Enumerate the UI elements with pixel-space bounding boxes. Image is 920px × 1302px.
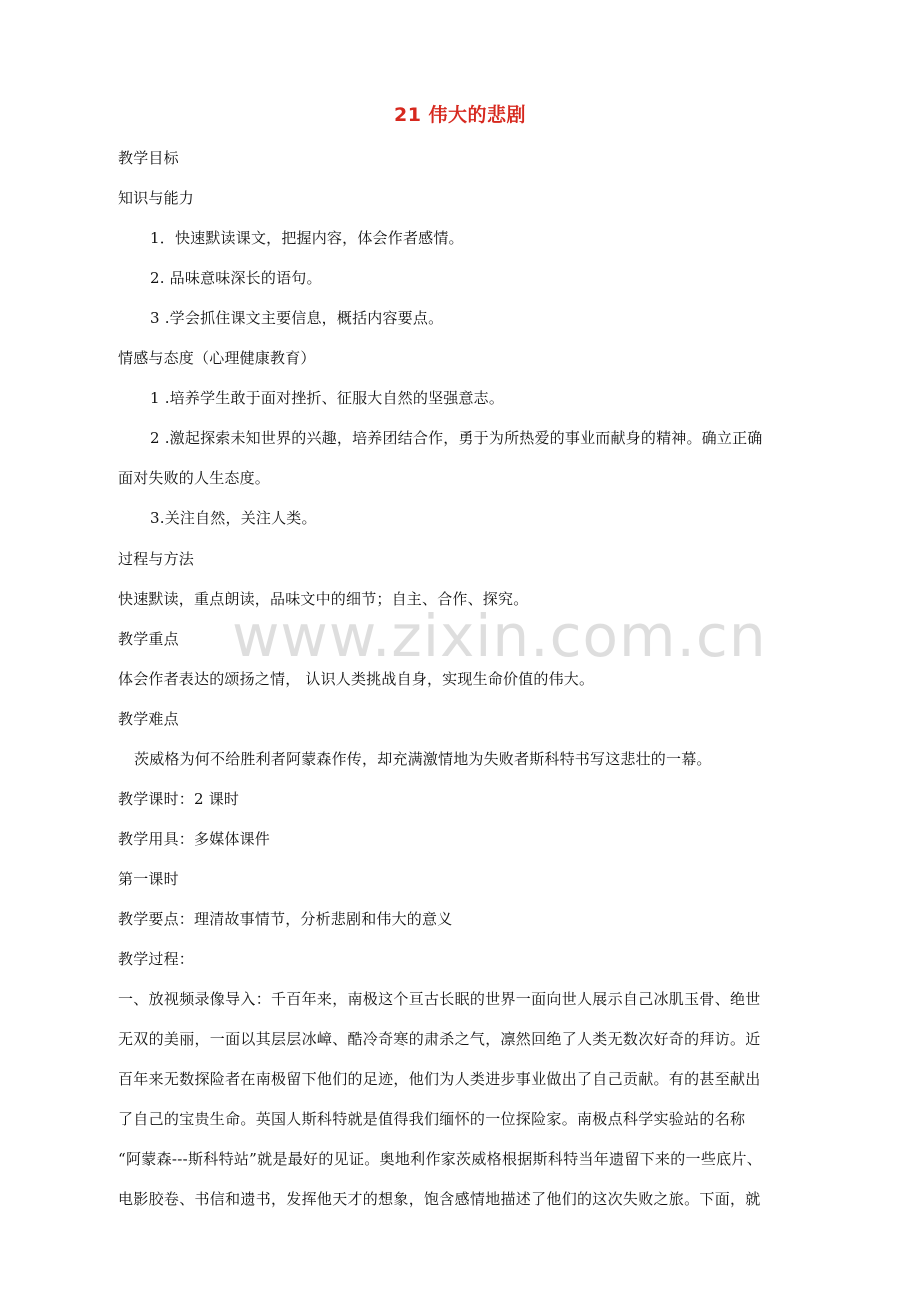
list-item-ea-2-continued: 面对失败的人生态度。 bbox=[118, 469, 271, 487]
paragraph-line: “阿蒙森---斯科特站”就是最好的见证。奥地利作家茨威格根据斯科特当年遗留下来的一些底片、 bbox=[118, 1150, 763, 1168]
list-item-ea-2: 2 .激起探索未知世界的兴趣，培养团结合作，勇于为所热爱的事业而献身的精神。确立正确 bbox=[150, 429, 763, 447]
list-item-ka-3: 3 .学会抓住课文主要信息，概括内容要点。 bbox=[150, 309, 444, 327]
heading-emotion-attitude: 情感与态度（心理健康教育） bbox=[118, 349, 316, 367]
heading-teaching-goals: 教学目标 bbox=[118, 149, 179, 167]
list-item-ea-1: 1 .培养学生敢于面对挫折、征服大自然的坚强意志。 bbox=[150, 389, 505, 407]
paragraph-line: 一、放视频录像导入：千百年来，南极这个亘古长眠的世界一面向世人展示自己冰肌玉骨、绝世 bbox=[118, 990, 761, 1008]
teaching-main-points: 教学要点：理清故事情节，分析悲剧和伟大的意义 bbox=[118, 910, 453, 928]
heading-process-method: 过程与方法 bbox=[118, 550, 195, 568]
list-item-ka-1: 1．快速默读课文，把握内容，体会作者感情。 bbox=[150, 229, 464, 247]
process-method-text: 快速默读，重点朗读，品味文中的细节；自主、合作、探究。 bbox=[118, 590, 529, 608]
paragraph-line: 百年来无数探险者在南极留下他们的足迹，他们为人类进步事业做出了自己贡献。有的甚至献出 bbox=[118, 1070, 761, 1088]
teaching-tools: 教学用具：多媒体课件 bbox=[118, 830, 271, 848]
intro-paragraph bbox=[118, 979, 802, 1219]
heading-difficult-points: 教学难点 bbox=[118, 710, 179, 728]
teaching-process-heading: 教学过程： bbox=[118, 950, 195, 968]
heading-knowledge-ability: 知识与能力 bbox=[118, 189, 195, 207]
paragraph-line: 电影胶卷、书信和遗书，发挥他天才的想象，饱含感情地描述了他们的这次失败之旅。下面，就 bbox=[118, 1190, 761, 1208]
heading-key-points: 教学重点 bbox=[118, 630, 179, 648]
class-hours: 教学课时：2 课时 bbox=[118, 790, 240, 808]
watermark: www.zixin.com.cn bbox=[232, 602, 767, 670]
key-points-text: 体会作者表达的颂扬之情， 认识人类挑战自身，实现生命价值的伟大。 bbox=[118, 670, 595, 688]
paragraph-line: 了自己的宝贵生命。英国人斯科特就是值得我们缅怀的一位探险家。南极点科学实验站的名称 bbox=[118, 1110, 746, 1128]
list-item-ea-3: 3.关注自然，关注人类。 bbox=[150, 509, 317, 527]
first-class-heading: 第一课时 bbox=[118, 870, 179, 888]
list-item-ka-2: 2. 品味意味深长的语句。 bbox=[150, 269, 322, 287]
difficult-points-text: 茨威格为何不给胜利者阿蒙森作传，却充满激情地为失败者斯科特书写这悲壮的一幕。 bbox=[134, 750, 712, 768]
paragraph-line: 无双的美丽，一面以其层层冰嶂、酷冷奇寒的肃杀之气，凛然回绝了人类无数次好奇的拜访。近 bbox=[118, 1030, 761, 1048]
page-title: 21 伟大的悲剧 bbox=[393, 104, 527, 126]
